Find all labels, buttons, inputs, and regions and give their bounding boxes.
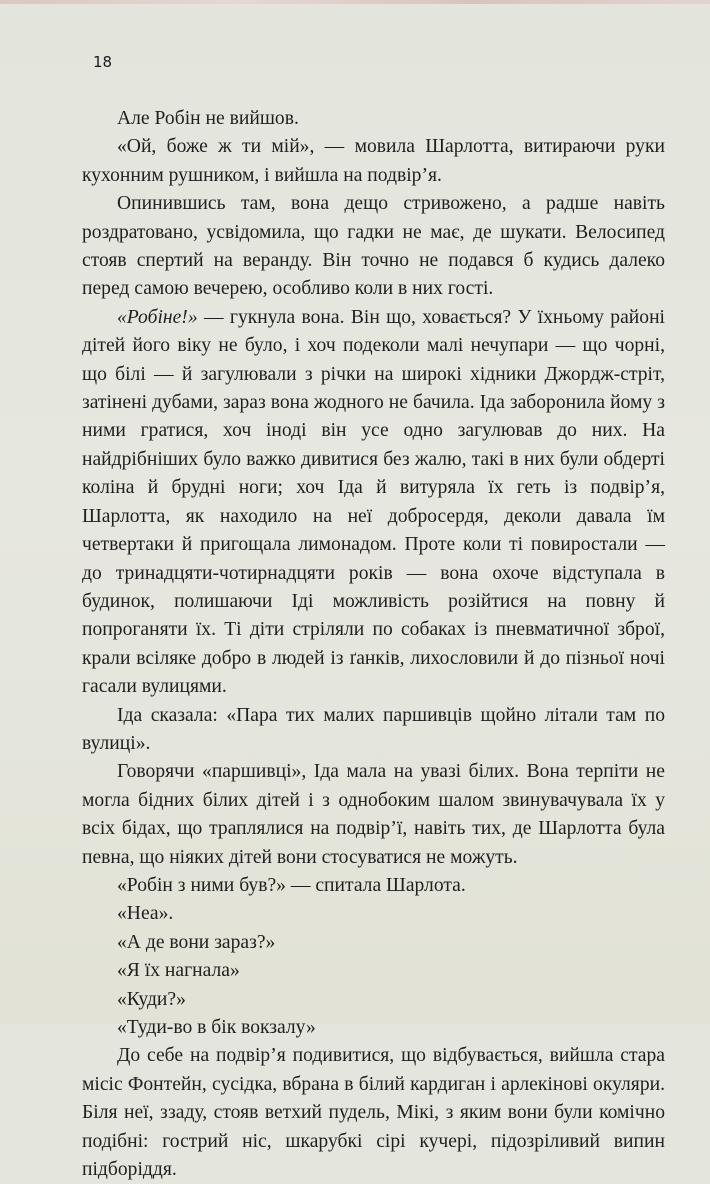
paragraph: Опинившись там, вона дещо стривожено, а радше навіть роздратовано, усвідомила, що гадки не має, де шукати. Велосипед стояв спертий на веранду. Він точно не подався б кудись далеко перед самою вечерею, особливо коли в них гості. — [82, 193, 665, 300]
paragraph: До себе на подвір’я подивитися, що відбувається, вийшла стара місіс Фонтейн, сусідка, вбрана в білий кардиган і арлекінові окуляри. Біля неї, ззаду, стояв ветхий пудель, Мікі, з яким вони були комічно подібні: гострий ніс, шкарубкі сірі кучері, підозріливий випин підборіддя. — [82, 1045, 665, 1181]
dialogue-line: «Робін з ними був?» — спитала Шарлота. — [117, 874, 466, 896]
paragraph: Іда сказала: «Пара тих малих паршивців щойно літали там по вулиці». — [82, 704, 665, 754]
page-number: 18 — [93, 53, 113, 71]
paragraph: «Ой, боже ж ти мій», — мовила Шарлотта, витираючи руки кухонним рушником, і вийшла на подвір’я. — [82, 136, 665, 186]
paragraph — [82, 304, 665, 702]
book-page — [0, 4, 710, 1181]
body-text — [82, 105, 665, 1184]
italic-exclamation: «Робіне!» — [117, 306, 198, 328]
dialogue-line: «Куди?» — [117, 988, 186, 1010]
dialogue-line: «А де вони зараз?» — [117, 931, 276, 953]
paragraph-text: — гукнула вона. Він що, ховається? У їхньому районі дітей його віку не було, і хоч подеколи малі нечупари — що чорні, що білі — й загулювали з річки на широкі хідники Джордж-стріт, затінені дубами, зараз вона жодного не бачила. Іда заборонила йому з ними гратися, хоч іноді він усе одно загулював до них. На найдрібніших було важко дивитися без жалю, такі в них були обдерті коліна й брудні ноги; хоч Іда й витуряла їх геть із подвір’я, Шарлотта, як находило на неї добросердя, деколи давала їм четвертаки й пригощала лимонадом. Проте коли ті повиростали — до тринадцяти-чотирнадцяти років — вона охоче відступала в будинок, полишаючи Іді можливість розійтися на повну й попроганяти їх. Ті діти стріляли по собаках із пневматичної зброї, крали всіляке добро в людей із ґанків, лихословили й до пізньої ночі гасали вулицями. — [82, 306, 665, 698]
paragraph: Говорячи «паршивці», Іда мала на увазі білих. Вона терпіти не могла бідних білих дітей і з однобоким шалом звинувачувала їх у всіх бідах, що траплялися на подвір’ї, навіть тих, де Шарлотта була певна, що ніяких дітей вони стосуватися не можуть. — [82, 761, 665, 868]
paragraph: Але Робін не вийшов. — [117, 108, 299, 129]
dialogue-line: «Туди-во в бік вокзалу» — [117, 1017, 316, 1038]
dialogue-line: «Неа». — [117, 903, 174, 925]
dialogue-line: «Я їх нагнала» — [117, 960, 240, 982]
